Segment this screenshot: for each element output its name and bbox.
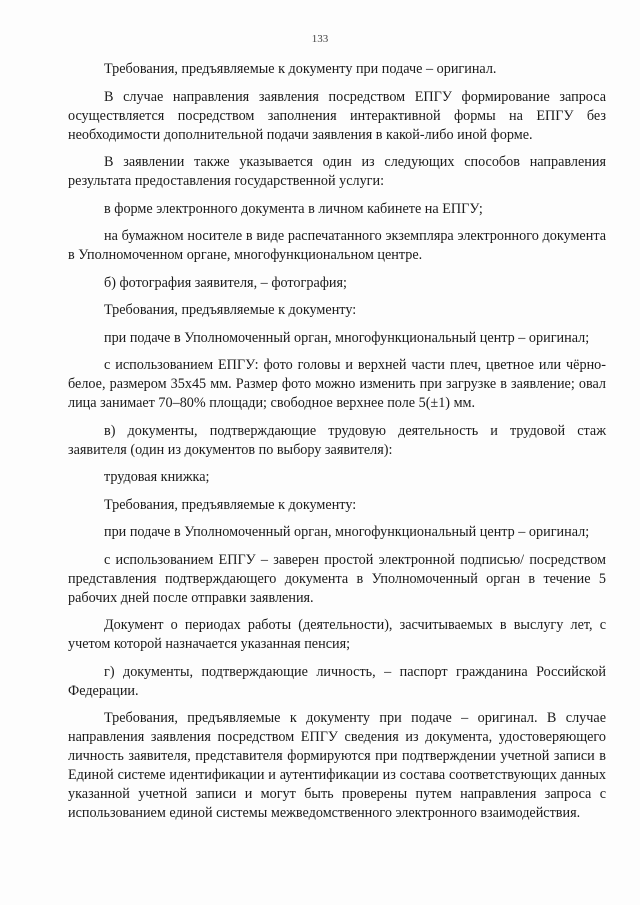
paragraph: б) фотография заявителя, – фотография; <box>104 274 347 291</box>
paragraph: в) документы, подтверждающие трудовую деятельность и трудовой стаж заявителя (один из документов по выбору заявителя): <box>68 422 606 458</box>
paragraph: г) документы, подтверждающие личность, – паспорт гражданина Российской Федерации. <box>68 663 606 699</box>
paragraph: с использованием ЕПГУ: фото головы и верхней части плеч, цветное или чёрно-белое, размером 35х45 мм. Размер фото можно изменить при загрузке в заявление; овал лица занимает 70–80% площади; свободное верхнее поле 5(±1) мм. <box>68 357 606 411</box>
paragraph: в форме электронного документа в личном кабинете на ЕПГУ; <box>104 200 483 217</box>
page-number: 133 <box>311 33 329 45</box>
paragraph: В случае направления заявления посредством ЕПГУ формирование запроса осуществляется посредством заполнения интерактивной формы на ЕПГУ без необходимости дополнительной подачи заявления в какой-либо иной форме. <box>68 88 606 143</box>
paragraph: Требования, предъявляемые к документу: <box>104 496 357 513</box>
paragraph: на бумажном носителе в виде распечатанного экземпляра электронного документа в Уполномоченном органе, многофункциональном центре. <box>68 228 606 263</box>
paragraph: Требования, предъявляемые к документу при подаче – оригинал. В случае направления заявления посредством ЕПГУ сведения из документа, удостоверяющего личность заявителя, представителя формируются при подтверждении учетной записи в Единой системе идентификации и аутентификации из состава соответствующих данных указанной учетной записи и могут быть проверены путем направления запроса с использованием единой системы межведомственного электронного взаимодействия. <box>68 710 606 821</box>
paragraph: при подаче в Уполномоченный орган, многофункциональный центр – оригинал; <box>104 524 590 540</box>
paragraph: при подаче в Уполномоченный орган, многофункциональный центр – оригинал; <box>104 329 590 346</box>
paragraph: Документ о периодах работы (деятельности), засчитываемых в выслугу лет, с учетом которой назначается указанная пенсия; <box>68 617 606 652</box>
paragraph: трудовая книжка; <box>104 469 210 485</box>
paragraph: Требования, предъявляемые к документу при подаче – оригинал. <box>104 61 497 77</box>
document-body <box>68 60 606 832</box>
paragraph: с использованием ЕПГУ – заверен простой электронной подписью/ посредством представления подтверждающего документа в Уполномоченный орган в течение 5 рабочих дней после отправки заявления. <box>68 551 606 606</box>
paragraph: В заявлении также указывается один из следующих способов направления результата предоставления государственной услуги: <box>68 154 606 189</box>
paragraph: Требования, предъявляемые к документу: <box>104 302 357 318</box>
